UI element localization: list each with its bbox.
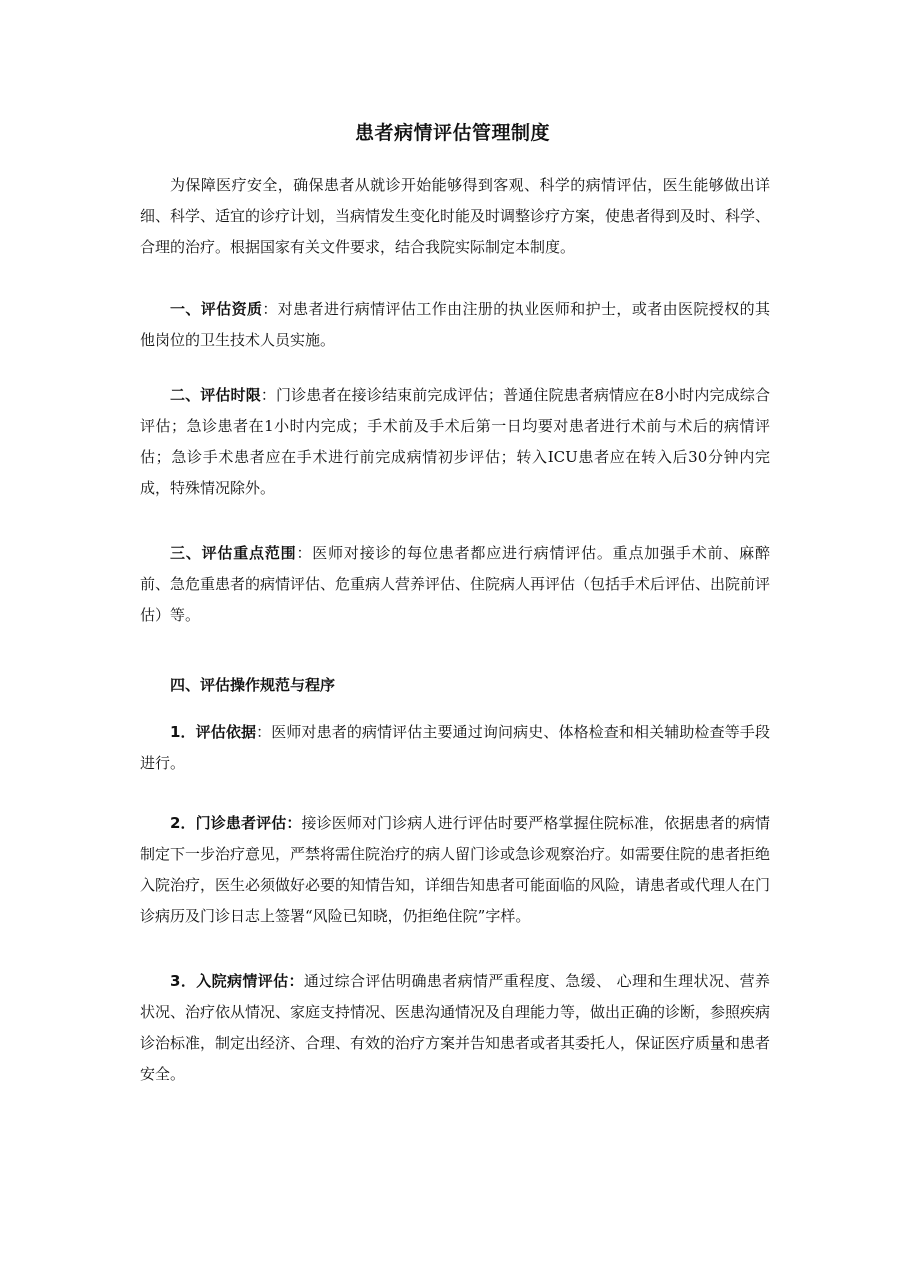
section-lead: 三、评估重点范围 <box>170 544 297 562</box>
item-admission <box>140 966 770 1090</box>
section-lead: 二、评估时限 <box>170 386 261 404</box>
section-time-limit <box>140 380 770 504</box>
item-body: 通过综合评估明确患者病情严重程度、急缓、 心理和生理状况、营养状况、治疗依从情况、家庭支持情况、医患沟通情况及自理能力等，做出正确的诊断，参照疾病诊治标准，制定出经济、合理、有效的治疗方案并告知患者或者其委托人，保证医疗质量和患者安全。 <box>140 972 771 1083</box>
item-lead: 3．入院病情评估： <box>170 972 304 990</box>
item-lead: 1．评估依据 <box>170 723 257 741</box>
section-lead: 一、评估资质 <box>170 300 263 318</box>
item-body: ：医师对患者的病情评估主要通过询问病史、体格检查和相关辅助检查等手段进行。 <box>140 723 770 772</box>
section-body: ：门诊患者在接诊结束前完成评估；普通住院患者病情应在8小时内完成综合评估；急诊患者在1小时内完成；手术前及手术后第一日均要对患者进行术前与术后的病情评估；急诊手术患者应在手术进行前完成病情初步评估；转入ICU患者应在转入后30分钟内完成，特殊情况除外。 <box>140 386 770 497</box>
item-outpatient <box>140 808 770 932</box>
item-basis <box>140 717 770 779</box>
document-title: 患者病情评估管理制度 <box>354 122 550 144</box>
section-body: ：对患者进行病情评估工作由注册的执业医师和护士，或者由医院授权的其他岗位的卫生技术人员实施。 <box>140 300 770 349</box>
item-lead: 2．门诊患者评估： <box>170 814 302 832</box>
section-heading-procedures: 四、评估操作规范与程序 <box>170 676 336 694</box>
section-qualification <box>140 294 770 356</box>
section-key-scope <box>140 538 770 631</box>
section-body: ：医师对接诊的每位患者都应进行病情评估。重点加强手术前、麻醉前、急危重患者的病情评估、危重病人营养评估、住院病人再评估（包括手术后评估、出院前评估）等。 <box>140 544 771 624</box>
item-body: 接诊医师对门诊病人进行评估时要严格掌握住院标准，依据患者的病情制定下一步治疗意见，严禁将需住院治疗的病人留门诊或急诊观察治疗。如需要住院的患者拒绝入院治疗，医生必须做好必要的知情告知，详细告知患者可能面临的风险，请患者或代理人在门诊病历及门诊日志上签署“风险已知晓，仍拒绝住院”字样。 <box>140 814 771 925</box>
intro-paragraph: 为保障医疗安全，确保患者从就诊开始能够得到客观、科学的病情评估，医生能够做出详细、科学、适宜的诊疗计划，当病情发生变化时能及时调整诊疗方案，使患者得到及时、科学、合理的治疗。根据国家有关文件要求，结合我院实际制定本制度。 <box>140 176 771 256</box>
